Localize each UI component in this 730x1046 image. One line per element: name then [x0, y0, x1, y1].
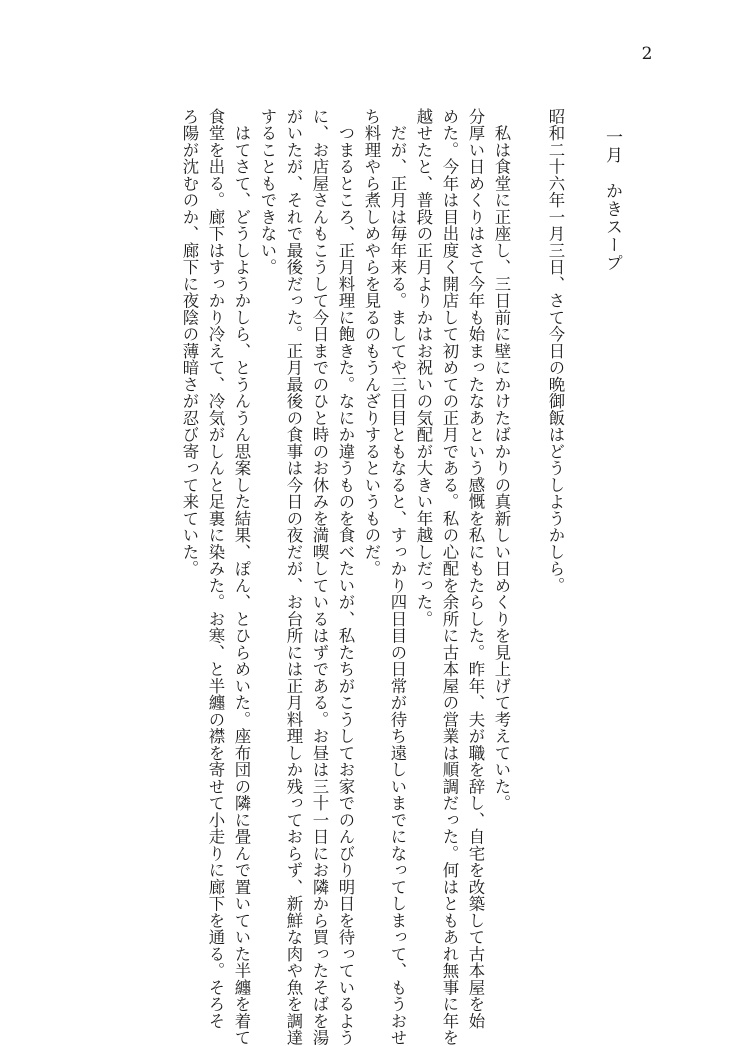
- paragraph-line: 私は食堂に正座し、三日前に壁にかけたばかりの真新しい日めくりを見上げて考えていた。: [492, 108, 511, 812]
- opening-line: 昭和二十六年一月三日、さて今日の晩御飯はどうしようかしら。: [546, 108, 565, 594]
- page-number: 2: [641, 44, 653, 64]
- paragraph-line: だが、正月は毎年来る。ましてや三日目ともなると、すっかり四日目の日常が待ち遠しいまでになってしまって、もうおせ: [388, 108, 407, 1046]
- title-spacer: [568, 108, 596, 938]
- paragraph-line: ろ陽が沈むのか、廊下に夜陰の薄暗さが忍び寄って来ていた。: [180, 108, 199, 577]
- paragraph-line: はてさて、どうしようかしら、とうんうん思案した結果、ぽん、とひらめいた。座布団の隣に畳んで置いていた半纏を着て: [232, 108, 251, 1046]
- paragraph-line: 越せたと、普段の正月よりかはお祝いの気配が大きい年越しだった。: [414, 108, 433, 628]
- paragraph-line: つまるところ、正月料理に飽きた。なにか違うものを食べたいが、私たちがこうしてお家でのんびり明日を待っているよう: [336, 108, 355, 1046]
- paragraph-line: ち料理やら煮しめやらを見るのもうんざりするというものだ。: [362, 108, 381, 577]
- paragraph-line: に、お店屋さんもこうして今日までのひと時のお休みを満喫しているはずである。お昼は三十一日にお隣から買ったそばを湯: [310, 108, 329, 1046]
- paragraph-line: めた。今年は目出度く開店して初めての正月である。私の心配を余所に古本屋の営業は順調だった。何はともあれ無事に年を: [440, 108, 459, 1046]
- opening-spacer: [514, 108, 542, 938]
- paragraph-line: 分厚い日めくりはさて今年も始まったなあという感慨を私にもたらした。昨年、夫が職を辞し、自宅を改築して古本屋を始: [466, 108, 485, 1030]
- paragraph-line: がいたが、それで最後だった。正月最後の食事は今日の夜だが、お台所には正月料理しか残っておらず、新鮮な肉や魚を調達: [284, 108, 303, 1046]
- paragraph-line: 食堂を出る。廊下はすっかり冷えて、冷気がしんと足裏に染みた。お寒、と半纏の襟を寄せて小走りに廊下を通る。そろそ: [206, 108, 225, 1030]
- chapter-title: 一月 かきスープ: [602, 128, 622, 272]
- vertical-text-body: [82, 108, 642, 1046]
- paragraph-line: することもできない。: [258, 108, 277, 276]
